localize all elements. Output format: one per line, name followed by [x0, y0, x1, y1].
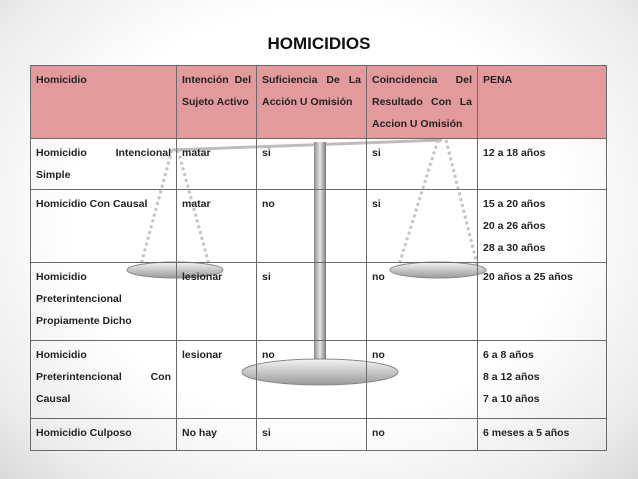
cell-text: Homicidio — [36, 271, 87, 283]
header-text: Acción U Omisión — [262, 96, 353, 108]
cell-coincidencia: si — [367, 190, 478, 263]
cell-text: 6 meses a 5 años — [483, 427, 570, 439]
header-text: Intención Del — [182, 74, 251, 86]
header-homicidio — [31, 66, 177, 139]
cell-coincidencia: no — [367, 341, 478, 419]
header-text: Accion U Omisión — [372, 118, 463, 130]
header-text: Suficiencia De La — [262, 74, 361, 86]
cell-tipo — [31, 419, 177, 451]
header-text: Sujeto Activo — [182, 96, 249, 108]
cell-tipo — [31, 190, 177, 263]
cell-suficiencia: si — [257, 263, 367, 341]
cell-text: Homicidio Con Causal — [36, 198, 148, 210]
cell-text: 6 a 8 años — [483, 349, 534, 361]
cell-text: 8 a 12 años — [483, 371, 540, 383]
table-row — [31, 419, 607, 451]
table-row — [31, 139, 607, 190]
cell-intencion: matar — [177, 139, 257, 190]
cell-suficiencia: si — [257, 139, 367, 190]
cell-text: Preterintencional — [36, 293, 122, 305]
cell-text: 15 a 20 años — [483, 198, 546, 210]
cell-tipo — [31, 263, 177, 341]
table-row — [31, 263, 607, 341]
cell-suficiencia: si — [257, 419, 367, 451]
cell-text: 7 a 10 años — [483, 393, 540, 405]
cell-text: 20 a 26 años — [483, 220, 546, 232]
cell-tipo — [31, 139, 177, 190]
cell-intencion: lesionar — [177, 263, 257, 341]
cell-text: Homicidio Culposo — [36, 427, 132, 439]
cell-pena — [478, 190, 607, 263]
header-intencion — [177, 66, 257, 139]
cell-pena — [478, 419, 607, 451]
header-text: Resultado Con La — [372, 96, 472, 108]
cell-text: Preterintencional Con — [36, 371, 171, 383]
cell-tipo — [31, 341, 177, 419]
cell-intencion: matar — [177, 190, 257, 263]
cell-text: Homicidio — [36, 349, 87, 361]
cell-text: 20 años a 25 años — [483, 271, 573, 283]
header-text: Coincidencia Del — [372, 74, 472, 86]
header-coincidencia — [367, 66, 478, 139]
cell-coincidencia: no — [367, 263, 478, 341]
table-row — [31, 341, 607, 419]
cell-pena — [478, 341, 607, 419]
table-row — [31, 190, 607, 263]
page-title: HOMICIDIOS — [267, 34, 371, 53]
cell-text: 28 a 30 años — [483, 242, 546, 254]
cell-intencion: No hay — [177, 419, 257, 451]
header-text: PENA — [483, 74, 513, 86]
cell-intencion: lesionar — [177, 341, 257, 419]
cell-text: Simple — [36, 169, 71, 181]
cell-text: Propiamente Dicho — [36, 315, 132, 327]
header-pena — [478, 66, 607, 139]
header-text: Homicidio — [36, 74, 87, 86]
cell-coincidencia: no — [367, 419, 478, 451]
cell-text: Causal — [36, 393, 71, 405]
table-header-row — [31, 66, 607, 139]
header-suficiencia — [257, 66, 367, 139]
cell-pena — [478, 139, 607, 190]
cell-coincidencia: si — [367, 139, 478, 190]
cell-suficiencia: no — [257, 341, 367, 419]
cell-text: 12 a 18 años — [483, 147, 546, 159]
cell-suficiencia: no — [257, 190, 367, 263]
homicidios-table — [30, 65, 607, 451]
cell-text: Homicidio Intencional — [36, 147, 171, 159]
cell-pena — [478, 263, 607, 341]
